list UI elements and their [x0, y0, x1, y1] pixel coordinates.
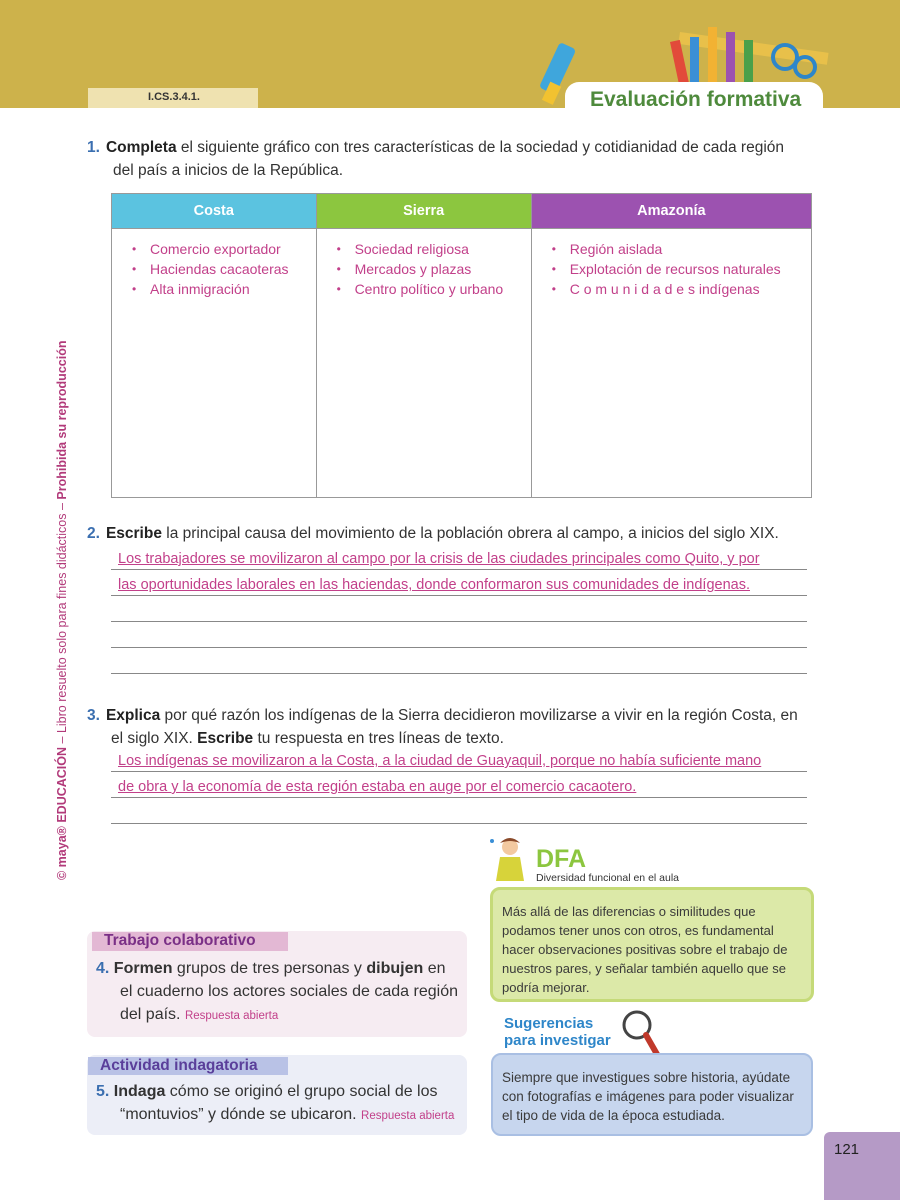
cell-costa[interactable]: [112, 229, 317, 498]
list-item: • Alta inmigración: [130, 279, 298, 299]
question-3: [87, 704, 827, 750]
question-text: grupos de tres personas y: [172, 960, 367, 977]
suggestions-box: Siempre que investigues sobre historia, ayúdate con fotografías e imágenes para poder visualizar el tipo de vida de la época estudiada.: [491, 1053, 813, 1136]
dfa-title: DFA: [536, 845, 586, 873]
answer-rule[interactable]: [111, 621, 807, 622]
dfa-subtitle: Diversidad funcional en el aula: [536, 872, 680, 884]
question-number: 5.: [96, 1083, 110, 1100]
girl-illustration-icon: [484, 835, 534, 885]
question-verb: Indaga: [113, 1083, 166, 1100]
question-text-line2: del país a inicios de la República.: [113, 162, 344, 179]
page-title: Evaluación formativa: [590, 88, 802, 111]
question-text: el siguiente gráfico con tres características de la sociedad y cotidianidad de cada región: [176, 139, 784, 156]
list-item: • Haciendas cacaoteras: [130, 259, 298, 279]
suggestions-title-line1: Sugerencias: [504, 1015, 594, 1032]
copyright-sidebar: [55, 341, 69, 880]
list-item: • C o m u n i d a d e s indígenas: [550, 279, 793, 299]
question-verb: Formen: [113, 960, 173, 977]
header-sierra: Sierra: [316, 194, 531, 229]
question-number: 3.: [87, 707, 100, 724]
question-text: la principal causa del movimiento de la población obrera al campo, a inicios del siglo XIX.: [161, 525, 779, 542]
page-number: 121: [824, 1132, 900, 1200]
answer-line-1[interactable]: Los indígenas se movilizaron a la Costa, a la ciudad de Guayaquil, porque no había suficiente mano: [118, 753, 762, 769]
curriculum-code: I.CS.3.4.1.: [88, 88, 258, 108]
question-text: cómo se originó el grupo social de los: [165, 1083, 438, 1100]
question-text-line2: “montuvios” y dónde se ubicaron.: [120, 1106, 357, 1123]
suggestions-title-line2: para investigar: [504, 1032, 611, 1049]
question-verb: Completa: [105, 139, 177, 156]
sidebar-warning: Prohibida su reproducción: [55, 340, 69, 500]
answer-rule[interactable]: [111, 673, 807, 674]
answer-rule[interactable]: [111, 823, 807, 824]
answer-text: Respuesta abierta: [184, 1010, 279, 1022]
brand-text: © maya® EDUCACIÓN: [55, 746, 69, 880]
question-4: [96, 957, 466, 1028]
sidebar-text: – Libro resuelto solo para fines didácticos –: [55, 499, 69, 747]
question-verb-2: Escribe: [197, 730, 254, 747]
header-amazonia: Amazonía: [531, 194, 811, 229]
question-1: [87, 136, 827, 182]
question-verb-2: dibujen: [366, 960, 424, 977]
list-item: • Centro político y urbano: [335, 279, 513, 299]
cell-sierra[interactable]: [316, 229, 531, 498]
collaborative-work-label: Trabajo colaborativo: [92, 932, 288, 951]
list-item: • Región aislada: [550, 239, 793, 259]
answer-text: Respuesta abierta: [361, 1110, 455, 1122]
question-verb: Escribe: [105, 525, 162, 542]
question-number: 4.: [96, 960, 110, 977]
question-text: por qué razón los indígenas de la Sierra decidieron movilizarse a vivir en la región Costa, en: [160, 707, 798, 724]
header-costa: Costa: [112, 194, 317, 229]
answer-rule[interactable]: [111, 647, 807, 648]
cell-amazonia[interactable]: [531, 229, 811, 498]
question-text-end: tu respuesta en tres líneas de texto.: [253, 730, 504, 747]
suggestions-title: [504, 1015, 611, 1049]
list-item: • Comercio exportador: [130, 239, 298, 259]
answer-rule: [111, 595, 807, 596]
answer-rule: [111, 569, 807, 570]
answer-rule: [111, 797, 807, 798]
regions-table: [111, 193, 812, 498]
question-text-line3: del país.: [120, 1006, 181, 1023]
list-item: • Mercados y plazas: [335, 259, 513, 279]
question-text-end: en: [423, 960, 446, 977]
question-number: 2.: [87, 525, 100, 542]
answer-line-2[interactable]: de obra y la economía de esta región estaba en auge por el comercio cacaotero.: [118, 779, 637, 795]
question-2: [87, 522, 827, 545]
answer-rule: [111, 771, 807, 772]
dfa-box: Más allá de las diferencias o similitudes que podamos tener unos con otros, es fundamental hacer observaciones positivas sobre el trabajo de nuestros pares, y señalar también aquello que se podría mejorar.: [490, 887, 814, 1002]
list-item: • Sociedad religiosa: [335, 239, 513, 259]
answer-line-2[interactable]: las oportunidades laborales en las haciendas, donde conformaron sus comunidades de indígenas.: [118, 577, 750, 593]
question-5: [96, 1080, 471, 1128]
answer-line-1[interactable]: Los trabajadores se movilizaron al campo por la crisis de las ciudades principales como Quito, y por: [118, 551, 760, 567]
research-activity-label: Actividad indagatoria: [88, 1057, 288, 1075]
question-text-line2: el siglo XIX.: [111, 730, 198, 747]
question-verb: Explica: [105, 707, 161, 724]
question-text-line2: el cuaderno los actores sociales de cada región: [120, 983, 458, 1000]
list-item: • Explotación de recursos naturales: [550, 259, 793, 279]
question-number: 1.: [87, 139, 100, 156]
